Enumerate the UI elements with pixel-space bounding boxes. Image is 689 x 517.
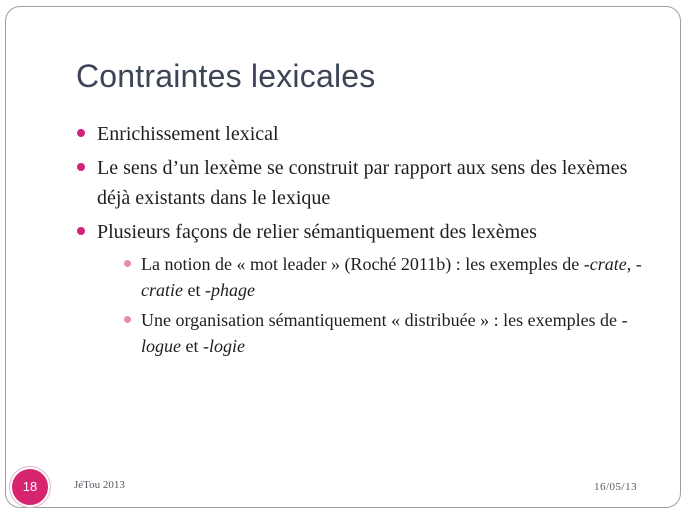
page-number-badge: 18 xyxy=(10,467,50,507)
bullet-text: Plusieurs façons de relier sémantiquement des lexèmes xyxy=(97,221,537,243)
bullet-dot-icon xyxy=(77,129,85,137)
bullet-text: Enrichissement lexical xyxy=(97,123,279,145)
bullet-list xyxy=(74,119,654,363)
bullet-dot-icon xyxy=(77,163,85,171)
sub-bullet-text: La notion de « mot leader » (Roché 2011b) : les exemples de -crate, -cratie et -phage xyxy=(141,254,642,300)
bullet-dot-icon xyxy=(77,227,85,235)
sub-bullet-dot-icon xyxy=(124,316,131,323)
bullet-item xyxy=(74,217,654,359)
footer-event: JéTou 2013 xyxy=(74,479,125,491)
sub-bullet-dot-icon xyxy=(124,260,131,267)
sub-bullet-item xyxy=(97,307,654,359)
sub-bullet-text: Une organisation sémantiquement « distribuée » : les exemples de -logue et -logie xyxy=(141,310,628,356)
bullet-text: Le sens d’un lexème se construit par rapport aux sens des lexèmes déjà existants dans le lexique xyxy=(97,157,628,209)
bullet-item xyxy=(74,119,654,149)
slide-title: Contraintes lexicales xyxy=(76,58,376,94)
bullet-item xyxy=(74,153,654,213)
footer-date: 16/05/13 xyxy=(594,481,638,493)
sub-bullet-item xyxy=(97,251,654,303)
